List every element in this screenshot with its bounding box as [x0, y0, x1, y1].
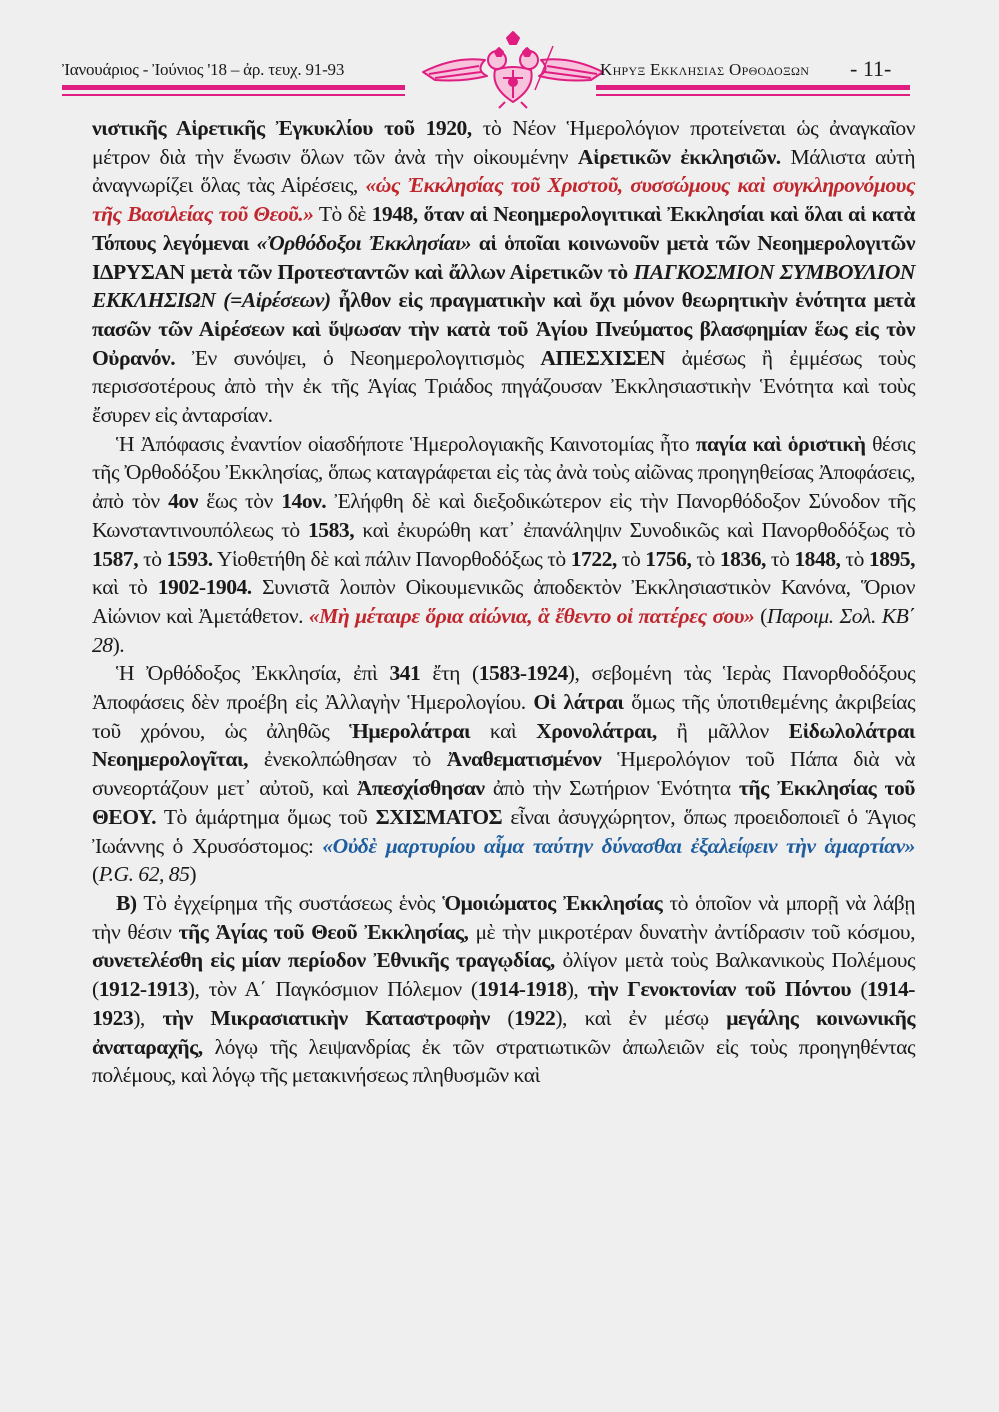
emphasis-text: Ἀναθεματισμένον: [446, 747, 602, 772]
scripture-quote: «ὡς Ἐκκλησίας τοῦ Χριστοῦ, συσσώμους καὶ συγκληρονόμους τῆς Βασιλείας τοῦ Θεοῦ.»: [92, 173, 915, 227]
emphasis-text: Ἡμερολάτραι: [349, 718, 471, 743]
text-run: ὅμως τῆς ὑποτιθεμένης ἀκριβείας τοῦ χρόνου, ὡς ἀληθῶς: [92, 690, 916, 743]
emphasis-text: 1583-1924: [478, 661, 568, 686]
emphasis-text: Β): [116, 890, 137, 915]
emphasis-text: 1914-1923: [92, 977, 915, 1030]
patristic-quote: «Οὐδὲ μαρτυρίου αἷμα ταύτην δύνασθαι ἐξαλείφειν τὴν ἁμαρτίαν»: [322, 833, 915, 858]
article-body: [92, 114, 915, 1090]
text-run: ἕως τὸν: [197, 489, 282, 514]
text-run: (: [754, 603, 767, 628]
emphasis-text: τῆς Ἐκκλησίας τοῦ ΘΕΟΥ.: [92, 776, 915, 829]
text-run: τὸ: [691, 546, 720, 571]
emphasis-text: Ὁμοιώματος Ἐκκλησίας: [442, 890, 663, 915]
text-run: ἢ μᾶλλον: [656, 718, 789, 743]
text-run: ).: [112, 632, 125, 657]
text-run: (: [92, 862, 99, 887]
header-rule-left-thin: [62, 94, 405, 96]
emphasis-text: παγία καὶ ὁριστικὴ: [695, 431, 866, 456]
emphasis-text: ΠΑΓΚΟΣΜΙΟΝ ΣΥΜΒΟΥΛΙΟΝ ΕΚΚΛΗΣΙΩΝ (=Αἱρέσεων): [92, 259, 916, 313]
emphasis-text: 341: [389, 661, 421, 686]
text-run: Ἐν συνόψει, ὁ Νεοημερολογιτισμὸς: [175, 345, 541, 370]
text-run: τὸ: [616, 546, 646, 571]
emphasis-text: 1948, ὅταν αἱ Νεοημερολογιτικαὶ Ἐκκλησίαι καὶ ὅλαι αἱ κατὰ Τόπους λεγόμεναι: [92, 202, 915, 255]
emphasis-text: 1912-1913: [98, 977, 188, 1002]
text-run: μὲ τὴν μικροτέραν δυνατὴν ἀντίδρασιν τοῦ κόσμου,: [468, 919, 915, 944]
text-run: Τὸ ἐγχείρημα τῆς συστάσεως ἑνὸς: [136, 890, 443, 915]
emphasis-text: 1848,: [794, 546, 841, 571]
emphasis-text: Εἰδωλολάτραι Νεοημερολογῖται,: [92, 718, 915, 772]
emphasis-text: αἱ ὁποῖαι κοινωνοῦν μετὰ τῶν Νεοημερολογιτῶν ΙΔΡΥΣΑΝ μετὰ τῶν Προτεσταντῶν καὶ ἄλλων Αἱρετικῶν τὸ: [92, 230, 915, 284]
text-run: Μάλιστα αὐτὴ ἀναγνωρίζει ὅλας τὰς Αἱρέσεις,: [92, 144, 915, 198]
emphasis-text: 1914-1918: [477, 977, 567, 1002]
text-run: καὶ: [470, 718, 537, 743]
text-run: εἶναι ἀσυγχώρητον, ὅπως προειδοποιεῖ ὁ Ἅγιος Ἰωάννης ὁ Χρυσόστομος:: [92, 804, 915, 858]
emphasis-text: 1593.: [166, 546, 213, 571]
text-run: τὸ Νέον Ἡμερολόγιον προτείνεται ὡς ἀναγκαῖον μέτρον διὰ τὴν ἕνωσιν ὅλων τῶν ἀνὰ τὴν οἰκουμένην: [92, 116, 915, 169]
emphasis-text: 1895,: [868, 546, 915, 571]
text-run: Τὸ δὲ: [313, 202, 372, 227]
emphasis-text: ΣΧΙΣΜΑΤΟΣ: [375, 804, 503, 829]
text-run: (: [489, 1005, 515, 1030]
text-run: τὸ: [840, 546, 869, 571]
header-rule-right-thin: [596, 94, 910, 96]
issue-date: Ἰανουάριος - Ἰούνιος '18 – ἀρ. τευχ. 91-93: [62, 60, 345, 79]
emphasis-text: 14ον.: [281, 489, 327, 514]
text-run: ),: [133, 1005, 163, 1030]
emphasis-text: Αἱρετικῶν ἐκκλησιῶν.: [577, 144, 781, 169]
text-run: Τὸ ἁμάρτημα ὅμως τοῦ: [155, 804, 376, 829]
emphasis-text: ΑΠΕΣΧΙΣΕΝ: [540, 345, 665, 370]
text-run: καὶ τὸ: [92, 575, 158, 600]
page-number: - 11-: [850, 56, 892, 81]
emphasis-text: τῆς Ἁγίας τοῦ Θεοῦ Ἐκκλησίας,: [178, 919, 469, 944]
text-run: ),: [566, 977, 588, 1002]
text-run: P.G. 62, 85: [98, 862, 190, 887]
text-run: ἀπὸ τὴν Σωτήριον Ἑνότητα: [484, 776, 739, 801]
emphasis-text: 1587,: [92, 546, 139, 571]
text-run: καὶ ἐκυρώθη κατ᾽ ἐπανάληψιν Συνοδικῶς καὶ Πανορθοδόξως τὸ: [354, 517, 915, 542]
text-run: ), σεβομένη τὰς Ἱερὰς Πανορθοδόξους Ἀποφάσεις δὲν προέβη εἰς Ἀλλαγὴν Ἡμερολογίου.: [92, 661, 916, 715]
text-run: ἀμέσως ἢ ἐμμέσως τοὺς περισσοτέρους ἀπὸ τὴν ἐκ τῆς Ἁγίας Τριάδος πηγάζουσαν Ἐκκλησιαστικὴν Ἑνότητα καὶ τοὺς ἔσυρεν εἰς ἀνταρσίαν.: [92, 345, 916, 428]
emphasis-text: μεγάλης κοινωνικῆς ἀναταραχῆς,: [92, 1005, 915, 1059]
text-run: Ἐλήφθη δὲ καὶ διεξοδικώτερον εἰς τὴν Πανορθόδοξον Σύνοδον τῆς Κωνσταντινουπόλεως τὸ: [92, 489, 915, 542]
text-run: ): [189, 862, 197, 887]
emphasis-text: 1836,: [719, 546, 766, 571]
text-run: Υἱοθετήθη δὲ καὶ πάλιν Πανορθοδόξως τὸ: [212, 546, 571, 571]
double-headed-eagle-icon: [415, 26, 611, 110]
text-run: ὀλίγον μετὰ τοὺς Βαλκανικοὺς Πολέμους (: [92, 948, 915, 1002]
text-run: τὸ: [765, 546, 795, 571]
paragraph: [92, 889, 915, 1090]
text-run: (: [851, 977, 868, 1002]
text-run: Παροιμ. Σολ. ΚΒ΄ 28: [92, 603, 915, 657]
text-run: Ἡ Ὀρθόδοξος Ἐκκλησία, ἐπὶ: [116, 661, 390, 686]
emphasis-text: τὴν Μικρασιατικὴν Καταστροφὴν: [162, 1005, 490, 1030]
text-run: ἐνεκολπώθησαν τὸ: [248, 747, 447, 772]
text-run: ), τὸν Α΄ Παγκόσμιον Πόλεμον (: [187, 977, 478, 1002]
header-rule-right: [596, 85, 910, 90]
text-run: Ἡμερολόγιον τοῦ Πάπα διὰ νὰ συνεορτάζουν μετ᾽ αὐτοῦ, καὶ: [92, 747, 915, 801]
header-rule-left: [62, 85, 405, 90]
emphasis-text: «Ὀρθόδοξοι Ἐκκλησίαι»: [256, 230, 471, 255]
emphasis-text: 1722,: [570, 546, 617, 571]
emphasis-text: 1922: [514, 1005, 556, 1030]
emphasis-text: Οἱ λάτραι: [533, 690, 624, 715]
text-run: ἔτη (: [420, 661, 479, 686]
emphasis-text: 1756,: [645, 546, 692, 571]
emphasis-text: νιστικῆς Αἱρετικῆς Ἐγκυκλίου τοῦ 1920,: [92, 116, 472, 140]
text-run: λόγῳ τῆς λειψανδρίας ἐκ τῶν στρατιωτικῶν ἀπωλειῶν εἰς τοὺς προηγηθέντας πολέμους, καὶ λόγῳ τῆς μετακινήσεως πληθυσμῶν καὶ: [92, 1034, 915, 1088]
emphasis-text: 1902-1904.: [157, 575, 252, 600]
text-run: ), καὶ ἐν μέσῳ: [555, 1005, 727, 1030]
paragraph: [92, 659, 915, 889]
emphasis-text: Ἀπεσχίσθησαν: [356, 776, 485, 801]
emphasis-text: ἦλθον εἰς πραγματικὴν καὶ ὄχι μόνον θεωρητικὴν ἑνότητα μετὰ πασῶν τῶν Αἱρέσεων καὶ ὕψωσαν τὴν κατὰ τοῦ Ἁγίου Πνεύματος βλασφημίαν ἕως εἰς τὸν Οὐρανόν.: [92, 288, 915, 370]
emphasis-text: τὴν Γενοκτονίαν τοῦ Πόντου: [587, 977, 852, 1002]
paragraph: [92, 114, 915, 430]
text-run: τὸ: [138, 546, 167, 571]
text-run: τὸ ὁποῖον νὰ μπορῇ νὰ λάβῃ τὴν θέσιν: [92, 890, 916, 944]
emphasis-text: Χρονολάτραι,: [536, 718, 657, 743]
page-header: [0, 0, 999, 110]
text-run: Ἡ Ἀπόφασις ἐναντίον οἱασδήποτε Ἡμερολογιακῆς Καινοτομίας ἦτο: [116, 431, 696, 456]
emphasis-text: 1583,: [308, 517, 355, 542]
journal-title: Κηρυξ Εκκλησιας Ορθοδοξων: [600, 60, 810, 79]
emphasis-text: συνετελέσθη εἰς μίαν περίοδον Ἐθνικῆς τραγῳδίας,: [92, 948, 555, 973]
text-run: θέσις τῆς Ὀρθοδόξου Ἐκκλησίας, ὅπως καταγράφεται εἰς τὰς ἀνὰ τοὺς αἰῶνας προηγηθείσας Ἀποφάσεις, ἀπὸ τὸν: [92, 431, 916, 514]
text-run: Συνιστᾶ λοιπὸν Οἰκουμενικῶς ἀποδεκτὸν Ἐκκλησιαστικὸν Κανόνα, Ὅριον Αἰώνιον καὶ Ἀμετάθετον.: [92, 575, 915, 628]
scripture-quote: «Μὴ μέταιρε ὅρια αἰώνια, ἃ ἔθεντο οἱ πατέρες σου»: [308, 603, 755, 628]
emphasis-text: 4ον: [168, 489, 198, 514]
paragraph: [92, 430, 915, 660]
